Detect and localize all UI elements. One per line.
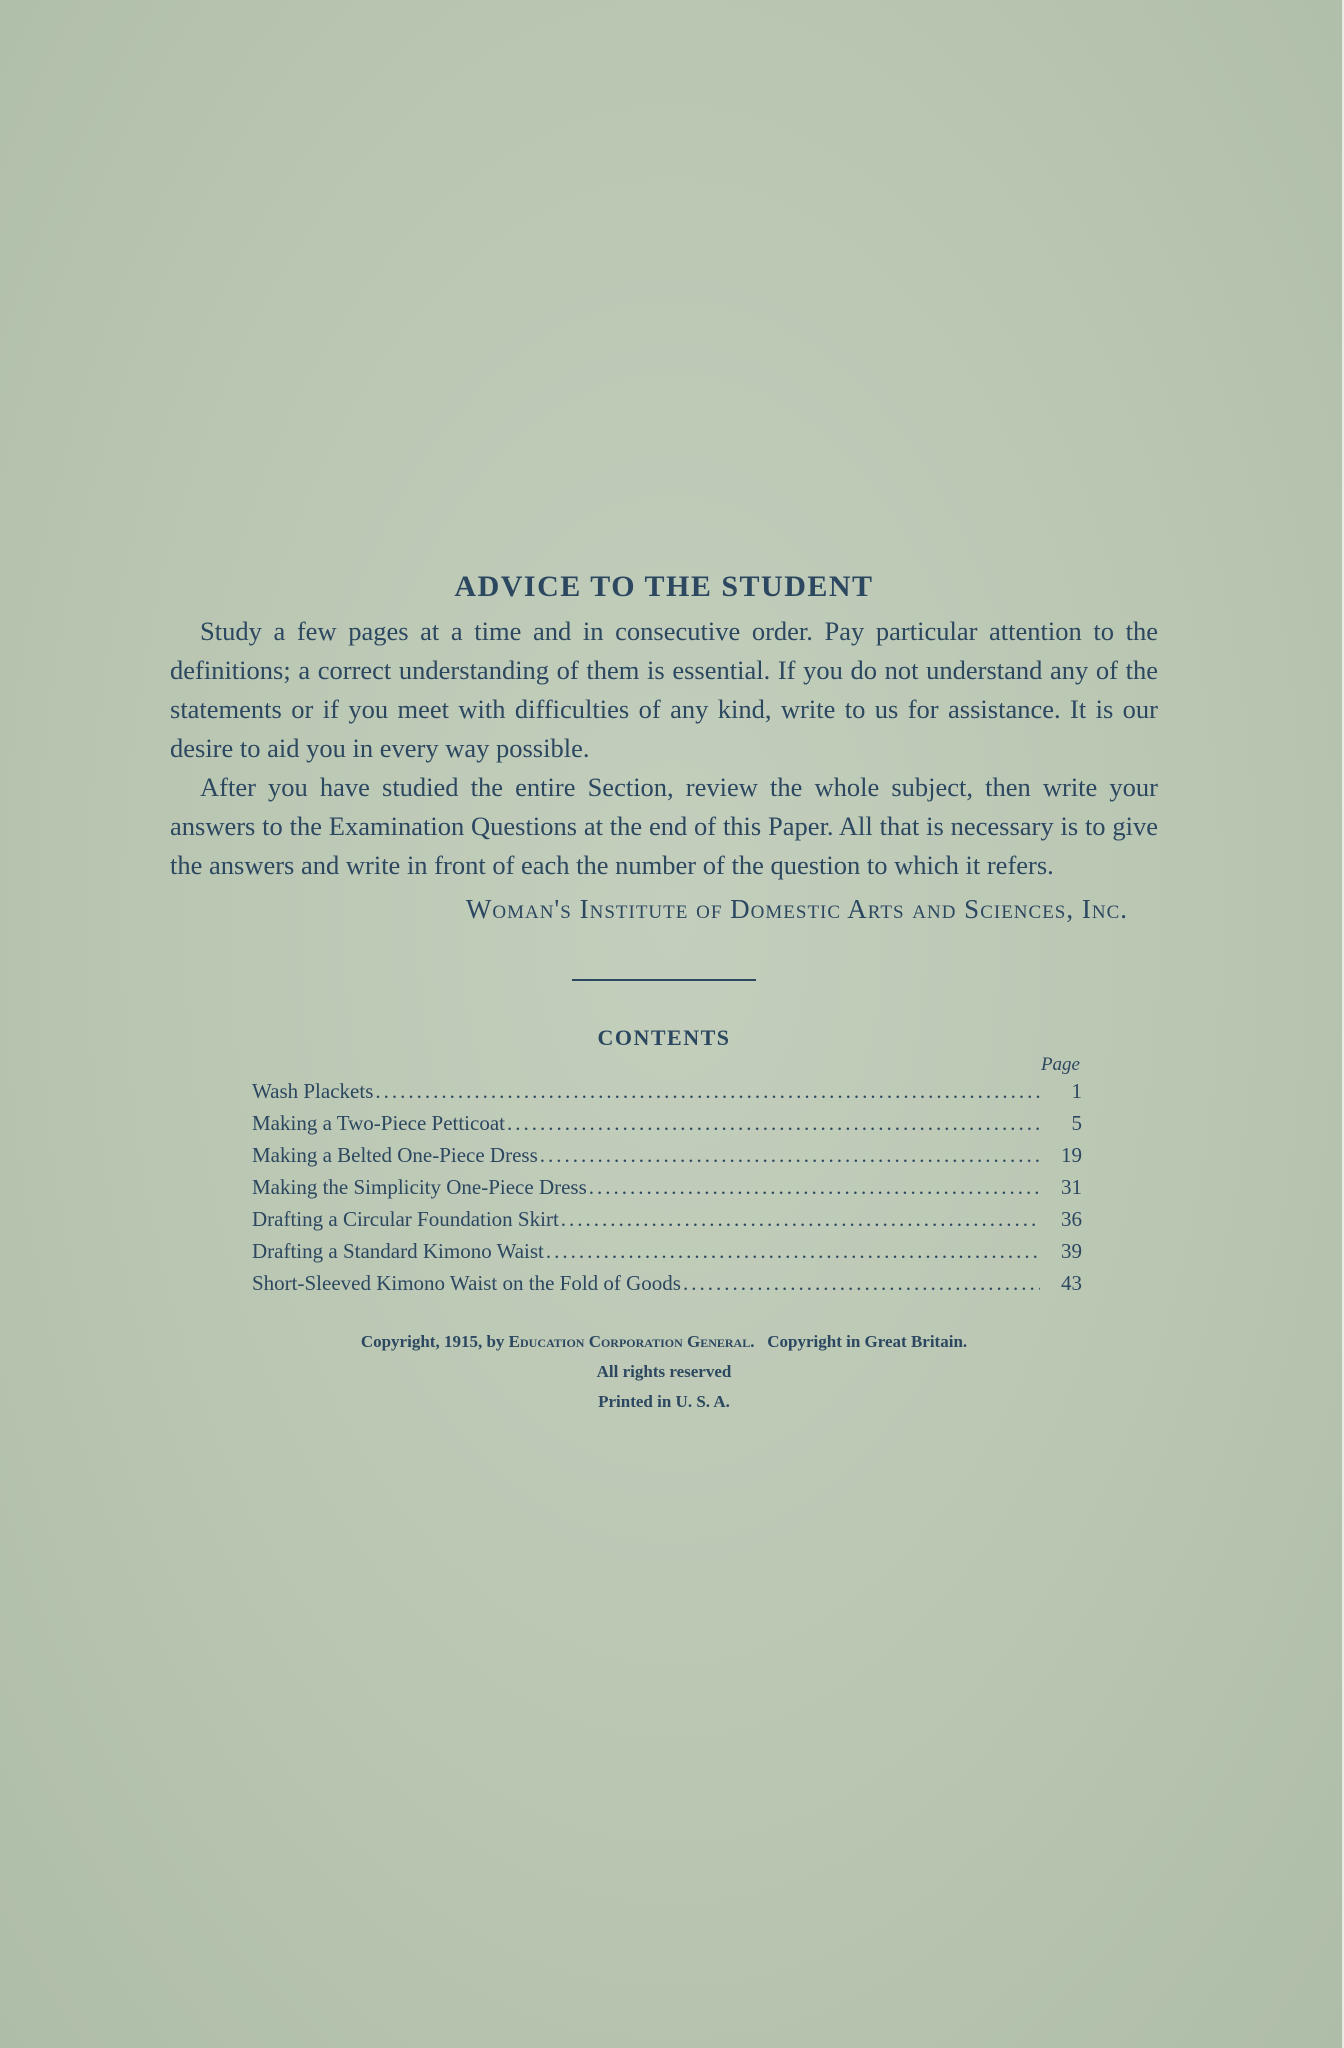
toc-entry-page: 1 [1071,1079,1082,1103]
copyright-prefix: Copyright, 1915, by [360,1332,505,1351]
toc-entry-page: 5 [1071,1111,1082,1135]
toc-entry [252,1203,1082,1235]
toc-entry-title: Making a Belted One-Piece Dress [252,1143,538,1167]
page-content [170,570,1158,1417]
toc-entry-page: 39 [1061,1239,1082,1263]
toc-entry-title: Making the Simplicity One-Piece Dress [252,1175,587,1199]
advice-paragraph-1: Study a few pages at a time and in consecutive order. Pay particular attention to the definitions; a correct understanding of them is essential. If you do not understand any of the statements or if you meet with difficulties of any kind, write to us for assistance. It is our desire to aid you in every way possible. [170,616,1158,763]
toc-entry [252,1171,1082,1203]
toc-leader-dots [507,1107,1040,1139]
toc-entry-page: 43 [1061,1271,1082,1295]
institute-signature: Woman's Institute of Domestic Arts and Sciences, Inc. [465,894,1128,924]
toc-entry-page: 31 [1061,1175,1082,1199]
toc-page-header: Page [1040,1054,1080,1075]
copyright-notice [170,1327,1158,1417]
toc-entry-title: Wash Plackets [252,1079,374,1103]
toc-entry-page: 19 [1061,1143,1082,1167]
toc-entry [252,1139,1082,1171]
printed-in: Printed in U. S. A. [598,1392,730,1411]
toc-entry-title: Drafting a Standard Kimono Waist [252,1239,544,1263]
toc-leader-dots [589,1171,1040,1203]
toc-entry-title: Making a Two-Piece Petticoat [252,1111,505,1135]
toc-entry [252,1107,1082,1139]
toc-leader-dots [546,1235,1040,1267]
table-of-contents [252,1055,1082,1299]
section-divider [572,979,756,981]
publisher-name: Education Corporation General. [508,1332,755,1351]
contents-title: CONTENTS [597,1025,731,1050]
toc-entry-title: Short-Sleeved Kimono Waist on the Fold of Goods [252,1271,681,1295]
copyright-great-britain: Copyright in Great Britain. [767,1332,968,1351]
toc-leader-dots [540,1139,1040,1171]
advice-heading: ADVICE TO THE STUDENT [454,570,874,603]
toc-leader-dots [683,1267,1040,1299]
toc-leader-dots [561,1203,1040,1235]
toc-leader-dots [375,1075,1040,1107]
copyright-line [170,1327,1158,1357]
toc-entry-title: Drafting a Circular Foundation Skirt [252,1207,559,1231]
toc-entry-page: 36 [1061,1207,1082,1231]
rights-reserved: All rights reserved [596,1362,732,1381]
toc-entry [252,1235,1082,1267]
advice-paragraph-2: After you have studied the entire Section, review the whole subject, then write your answers to the Examination Questions at the end of this Paper. All that is necessary is to give the answers and write in front of each the number of the question to which it refers. [170,772,1158,880]
toc-entry [252,1267,1082,1299]
toc-entry [252,1075,1082,1107]
